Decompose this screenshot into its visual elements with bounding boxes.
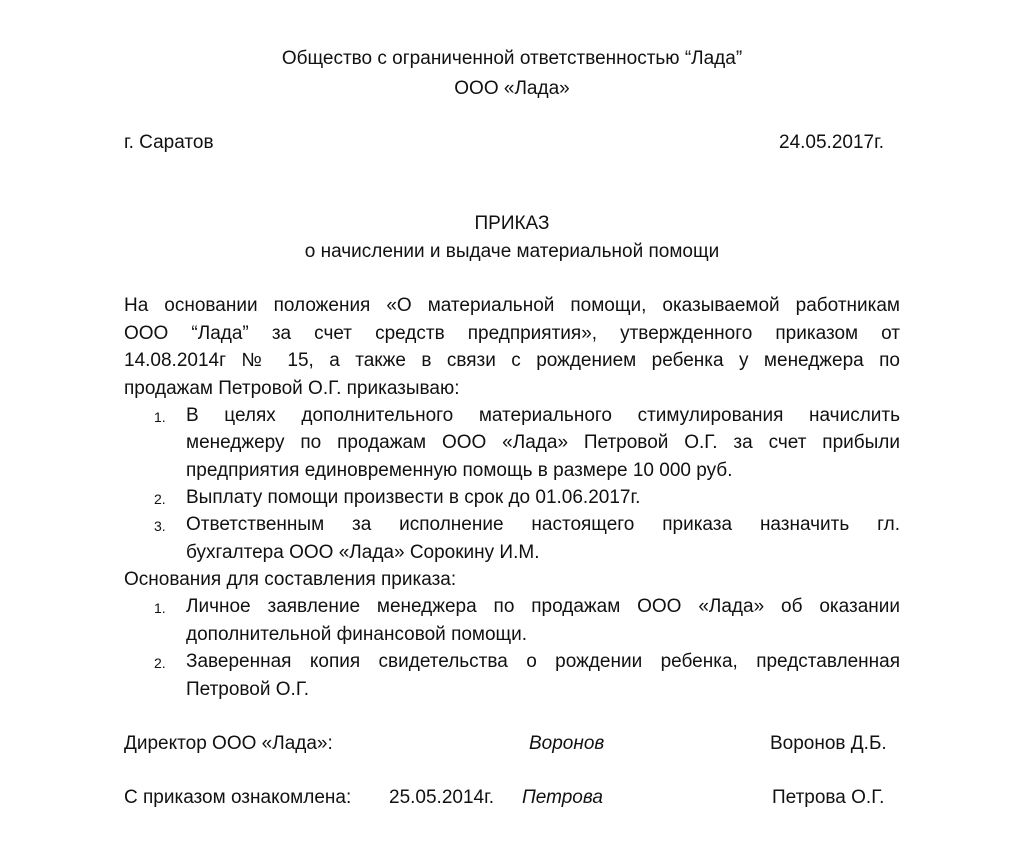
ground-line: Заверенная копия свидетельства о рождении ребенка, представленная — [186, 651, 900, 672]
acknowledgement-date: 25.05.2014г. — [389, 787, 494, 808]
ground-line: Личное заявление менеджера по продажам ООО «Лада» об оказании — [186, 596, 900, 617]
document-date: 24.05.2017г. — [779, 132, 884, 153]
order-line: В целях дополнительного материального стимулирования начислить — [186, 405, 900, 426]
order-line: Ответственным за исполнение настоящего приказа назначить гл. — [186, 514, 900, 535]
acknowledgement-label: С приказом ознакомлена: — [124, 787, 352, 808]
order-number: 3. — [154, 518, 166, 534]
grounds-heading: Основания для составления приказа: — [124, 569, 457, 590]
document-subtitle: о начислении и выдаче материальной помощи — [304, 241, 720, 262]
director-name: Воронов Д.Б. — [770, 733, 887, 754]
preamble-line: продажам Петровой О.Г. приказываю: — [124, 378, 460, 399]
order-number: 1. — [154, 409, 166, 425]
acknowledgement-signature: Петрова — [522, 787, 603, 808]
order-number: 2. — [154, 491, 166, 507]
document-place: г. Саратов — [124, 132, 214, 153]
organization-short-name: ООО «Лада» — [454, 78, 570, 99]
preamble-line: 14.08.2014г № 15, а также в связи с рождением ребенка у менеджера по — [124, 350, 900, 371]
director-label: Директор ООО «Лада»: — [124, 733, 333, 754]
preamble-line: ООО “Лада” за счет средств предприятия», утвержденного приказом от — [124, 323, 900, 344]
document-title: ПРИКАЗ — [474, 213, 550, 234]
acknowledgement-name: Петрова О.Г. — [772, 787, 885, 808]
order-line: Выплату помощи произвести в срок до 01.06.2017г. — [186, 487, 641, 508]
ground-line: Петровой О.Г. — [186, 679, 310, 700]
order-line: предприятия единовременную помощь в размере 10 000 руб. — [186, 460, 733, 481]
director-signature: Воронов — [529, 733, 605, 754]
ground-number: 1. — [154, 600, 166, 616]
ground-number: 2. — [154, 655, 166, 671]
preamble-line: На основании положения «О материальной помощи, оказываемой работникам — [124, 295, 900, 316]
organization-full-name: Общество с ограниченной ответственностью “Лада” — [281, 48, 743, 69]
ground-line: дополнительной финансовой помощи. — [186, 624, 528, 645]
order-line: менеджеру по продажам ООО «Лада» Петровой О.Г. за счет прибыли — [186, 432, 900, 453]
order-line: бухгалтера ООО «Лада» Сорокину И.М. — [186, 542, 540, 563]
